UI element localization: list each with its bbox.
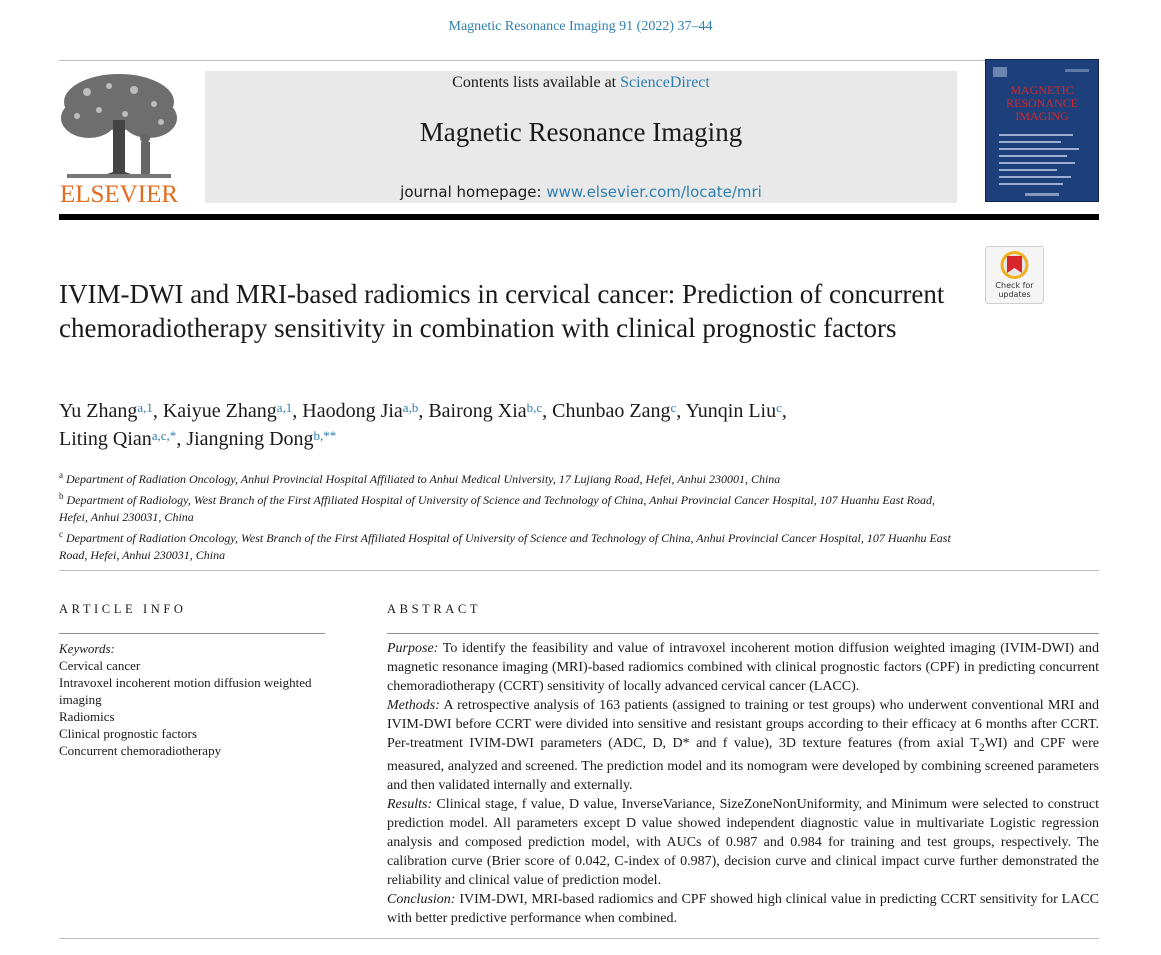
purpose-text: To identify the feasibility and value of intravoxel incoherent motion diffusion weighted imaging (IVIM-DWI) and magnetic resonance imaging (MRI)-based radiomics combined with clinical prognostic factors (CPF) in predicting concurrent chemoradiotherapy (CCRT) sensitivity of locally advanced cervical cancer (LACC). xyxy=(387,641,1100,694)
cover-title-line-2: RESONANCE xyxy=(1005,96,1079,110)
keyword-item[interactable]: Concurrent chemoradiotherapy xyxy=(59,743,222,758)
author-affiliation-marks[interactable]: a,1 xyxy=(137,400,153,415)
header-divider xyxy=(59,60,1099,61)
homepage-line xyxy=(205,183,957,201)
author-name[interactable]: Chunbao Zang xyxy=(552,400,671,422)
abstract-results xyxy=(387,795,1099,890)
keyword-item[interactable]: Cervical cancer xyxy=(59,658,141,673)
author-name[interactable]: Yunqin Liu xyxy=(685,400,777,422)
homepage-link[interactable]: www.elsevier.com/locate/mri xyxy=(546,183,762,201)
keywords-label: Keywords: xyxy=(59,641,115,656)
check-updates-icon xyxy=(986,247,1043,281)
affiliations xyxy=(59,467,959,564)
author-name[interactable]: Kaiyue Zhang xyxy=(162,400,277,422)
author-name[interactable]: Bairong Xia xyxy=(428,400,527,422)
contents-prefix: Contents lists available at xyxy=(452,74,617,91)
abstract-body xyxy=(387,639,1099,928)
check-updates-label xyxy=(986,281,1043,299)
check-updates-line-1: Check for xyxy=(995,281,1034,290)
affiliation-mark: a xyxy=(59,470,63,480)
cover-title-line-3: IMAGING xyxy=(1015,109,1069,123)
journal-title: Magnetic Resonance Imaging xyxy=(419,117,743,147)
contents-line xyxy=(205,74,957,92)
abstract-methods xyxy=(387,696,1099,795)
author-name[interactable]: Jiangning Dong xyxy=(186,428,314,450)
journal-banner xyxy=(205,71,957,203)
elsevier-wordmark: ELSEVIER xyxy=(59,181,179,205)
author-affiliation-marks[interactable]: c xyxy=(776,400,782,415)
methods-text-1: A retrospective analysis of 163 patients (assigned to training or test groups) who underwent conventional MRI and IVIM-DWI before CCRT were divided into sensitive and resistant groups according to their efficacy at 6 months after CCRT. Per-treatment IVIM-DWI parameters (ADC, D, D* and f value), 3D texture features (from axial T xyxy=(387,698,1099,751)
check-for-updates-button[interactable] xyxy=(985,246,1044,304)
author-name[interactable]: Liting Qian xyxy=(59,428,152,450)
author-affiliation-marks[interactable]: a,1 xyxy=(276,400,293,415)
keywords-block xyxy=(59,640,321,759)
affiliation-mark: b xyxy=(59,491,64,501)
elsevier-tree-icon xyxy=(59,70,179,205)
affiliation-item xyxy=(59,526,959,564)
article-title: IVIM-DWI and MRI-based radiomics in cervical cancer: Prediction of concurrent chemoradiotherapy sensitivity in combination with clinical prognostic factors xyxy=(59,279,945,343)
keyword-item[interactable]: Radiomics xyxy=(59,709,115,724)
article-info-rule xyxy=(59,633,325,634)
affiliation-mark: c xyxy=(59,529,63,539)
article-info-heading: ARTICLE INFO xyxy=(59,602,187,616)
conclusion-label: Conclusion: xyxy=(387,891,456,907)
journal-citation-link[interactable]: Magnetic Resonance Imaging 91 (2022) 37–44 xyxy=(448,19,713,34)
abstract-purpose xyxy=(387,639,1099,696)
journal-cover-image[interactable] xyxy=(985,59,1099,202)
abstract-heading: ABSTRACT xyxy=(387,602,482,616)
elsevier-logo[interactable] xyxy=(59,70,179,205)
methods-text-2: WI) and CPF were measured, analyzed and screened. The prediction model and its nomogram were developed by combining screened parameters and then validated internally and externally. xyxy=(387,736,1099,793)
keyword-item[interactable]: Clinical prognostic factors xyxy=(59,726,197,741)
results-label: Results: xyxy=(387,796,433,812)
author-affiliation-marks[interactable]: b,c xyxy=(526,400,543,415)
homepage-prefix: journal homepage: xyxy=(400,183,542,201)
abstract-conclusion xyxy=(387,890,1099,928)
author-affiliation-marks[interactable]: a,b xyxy=(402,400,419,415)
abstract-bottom-divider xyxy=(59,938,1099,939)
sciencedirect-link[interactable]: ScienceDirect xyxy=(620,74,710,91)
conclusion-text: IVIM-DWI, MRI-based radiomics and CPF showed high clinical value in predicting CCRT sensitivity for LACC with better predictive performance when combined. xyxy=(387,891,1100,926)
author-name[interactable]: Yu Zhang xyxy=(59,400,138,422)
author-list: Yu Zhang$^{a,1}$, Kaiyue Zhang$^{a,1}$, Haodong Jia$^{a,b}$, Bairong Xia$^{b,c}$, Chunbao Zang$^c$, Yunqin Liu$^c$, Liting Qian$^{a,c,*}$, Jiangning Dong$^{b,**}$ xyxy=(59,400,787,450)
results-text: Clinical stage, f value, D value, InverseVariance, SizeZoneNonUniformity, and Minimum were selected to construct prediction model. All parameters except D value showed independent diagnostic value in multivariate Logistic regression analysis and composed prediction model, with AUCs of 0.987 and 0.984 for training and test groups, respectively. The calibration curve (Brier score of 0.042, C-index of 0.987), decision curve and clinical impact curve further demonstrated the reliability and clinical value of prediction model. xyxy=(387,796,1100,888)
author-affiliation-marks[interactable]: b,** xyxy=(313,428,337,443)
keyword-item[interactable]: Intravoxel incoherent motion diffusion weighted imaging xyxy=(59,675,312,707)
affiliation-text: Department of Radiation Oncology, West Branch of the First Affiliated Hospital of University of Science and Technology of China, Anhui Provincial Cancer Hospital, 107 Huanhu East Road, Hefei, Anhui 230031, China xyxy=(59,531,951,562)
author-name[interactable]: Haodong Jia xyxy=(302,400,403,422)
masthead-rule xyxy=(59,214,1099,220)
author-affiliation-marks[interactable]: a,c,* xyxy=(151,428,177,443)
check-updates-line-2: updates xyxy=(998,290,1031,299)
methods-subscript: 2 xyxy=(978,740,985,754)
methods-label: Methods: xyxy=(387,698,440,713)
affiliation-text: Department of Radiology, West Branch of the First Affiliated Hospital of University of Science and Technology of China, Anhui Provincial Cancer Hospital, 107 Huanhu East Road, Hefei, Anhui 230031, China xyxy=(59,493,935,524)
affiliations-divider xyxy=(59,570,1099,571)
cover-art xyxy=(985,59,1099,202)
abstract-rule xyxy=(387,633,1099,634)
affiliation-item xyxy=(59,488,959,526)
affiliation-item xyxy=(59,467,959,488)
affiliation-text: Department of Radiation Oncology, Anhui Provincial Hospital Affiliated to Anhui Medical University, 17 Lujiang Road, Hefei, Anhui 230001, China xyxy=(66,472,781,486)
cover-title-line-1: MAGNETIC xyxy=(1010,83,1074,97)
author-affiliation-marks[interactable]: c xyxy=(670,400,677,415)
purpose-label: Purpose: xyxy=(387,641,439,656)
